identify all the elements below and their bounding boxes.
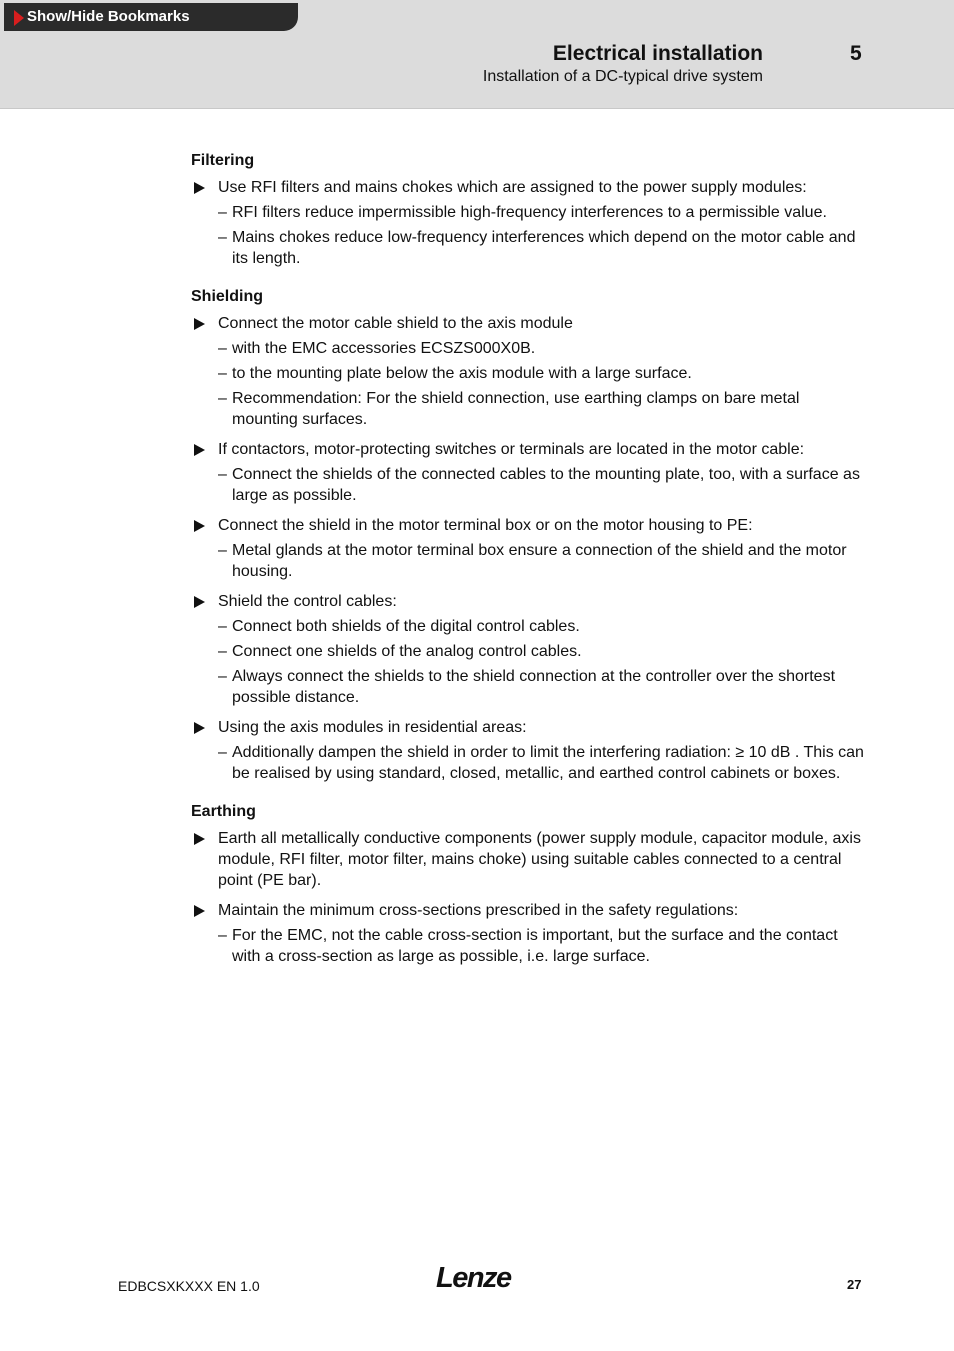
triangle-bullet-icon [194,318,205,330]
document-body [191,150,866,984]
triangle-bullet-icon [194,182,205,194]
bullet-text: Connect the motor cable shield to the axis module [218,315,573,332]
dash-marker: – [218,618,227,635]
section [191,150,866,269]
chapter-title: Electrical installation [552,42,763,65]
bookmarks-label: Show/Hide Bookmarks [27,8,190,25]
triangle-bullet-icon [194,833,205,845]
sub-item [191,363,866,384]
bullet-item [191,439,866,460]
document-id: EDBCSXKXXX EN 1.0 [118,1278,260,1294]
sub-item-text: RFI filters reduce impermissible high-frequency interferences to a permissible value. [232,204,827,221]
sub-item [191,227,866,269]
bullet-item [191,828,866,891]
section [191,801,866,967]
section-heading: Shielding [191,288,263,305]
triangle-bullet-icon [194,722,205,734]
sub-item-text: Metal glands at the motor terminal box ensure a connection of the shield and the motor housing. [232,542,847,580]
bullet-group [191,900,866,967]
bullet-text: Using the axis modules in residential areas: [218,719,527,736]
sub-item-text: For the EMC, not the cable cross-section is important, but the surface and the contact with a cross-section as large as possible, i.e. large surface. [232,927,838,965]
show-hide-bookmarks-button[interactable] [4,3,298,31]
dash-marker: – [218,542,227,559]
dash-marker: – [218,668,227,685]
bullet-item [191,313,866,334]
dash-marker: – [218,927,227,944]
bullet-text: Connect the shield in the motor terminal box or on the motor housing to PE: [218,517,753,534]
sub-item [191,464,866,506]
bullet-text: Earth all metallically conductive components (power supply module, capacitor module, axis module, RFI filter, motor filter, mains choke) using suitable cables connected to a central point (PE bar). [218,830,861,889]
bullet-text: If contactors, motor-protecting switches or terminals are located in the motor cable: [218,441,805,458]
sub-item-text: Always connect the shields to the shield connection at the controller over the shortest possible distance. [232,668,836,706]
sub-item-text: Recommendation: For the shield connection, use earthing clamps on bare metal mounting surfaces. [232,390,800,428]
bullet-group [191,515,866,582]
bullet-text: Shield the control cables: [218,593,397,610]
sub-item [191,616,866,637]
dash-marker: – [218,744,227,761]
sub-item-text: Connect both shields of the digital control cables. [232,618,580,635]
bullet-group [191,717,866,784]
lenze-logo: Lenze [436,1262,511,1294]
sub-item-text: to the mounting plate below the axis module with a large surface. [232,365,692,382]
bullet-text: Use RFI filters and mains chokes which are assigned to the power supply modules: [218,179,807,196]
chapter-number: 5 [850,42,862,65]
sub-item-text: with the EMC accessories ECSZS000X0B. [232,340,536,357]
page-header [0,0,954,109]
sub-item [191,338,866,359]
page-number: 27 [847,1277,862,1292]
bullet-group [191,313,866,430]
sub-item-text: Additionally dampen the shield in order to limit the interfering radiation: ≥ 10 dB . This can be realised by using standard, closed, metallic, and earthed control cabinets or boxes. [232,744,864,782]
sub-item [191,641,866,662]
sub-item-text: Connect the shields of the connected cables to the mounting plate, too, with a surface as large as possible. [232,466,860,504]
section-heading: Filtering [191,152,255,169]
sub-item [191,925,866,967]
dash-marker: – [218,466,227,483]
sub-item [191,742,866,784]
bullet-item [191,717,866,738]
bullet-group [191,439,866,506]
dash-marker: – [218,643,227,660]
triangle-bullet-icon [194,444,205,456]
bullet-group [191,591,866,708]
chapter-subtitle: Installation of a DC-typical drive system [482,68,763,85]
sub-item [191,202,866,223]
dash-marker: – [218,204,227,221]
dash-marker: – [218,340,227,357]
sub-item-text: Connect one shields of the analog control cables. [232,643,582,660]
sub-item [191,540,866,582]
section [191,286,866,784]
dash-marker: – [218,365,227,382]
bullet-group [191,177,866,269]
bullet-text: Maintain the minimum cross-sections prescribed in the safety regulations: [218,902,739,919]
triangle-right-icon [14,10,24,26]
sub-item [191,666,866,708]
bullet-group [191,828,866,891]
triangle-bullet-icon [194,520,205,532]
dash-marker: – [218,390,227,407]
bullet-item [191,900,866,921]
dash-marker: – [218,229,227,246]
section-heading: Earthing [191,803,256,820]
bullet-item [191,177,866,198]
bullet-item [191,591,866,612]
sub-item [191,388,866,430]
triangle-bullet-icon [194,905,205,917]
bullet-item [191,515,866,536]
triangle-bullet-icon [194,596,205,608]
sub-item-text: Mains chokes reduce low-frequency interferences which depend on the motor cable and its length. [232,229,856,267]
